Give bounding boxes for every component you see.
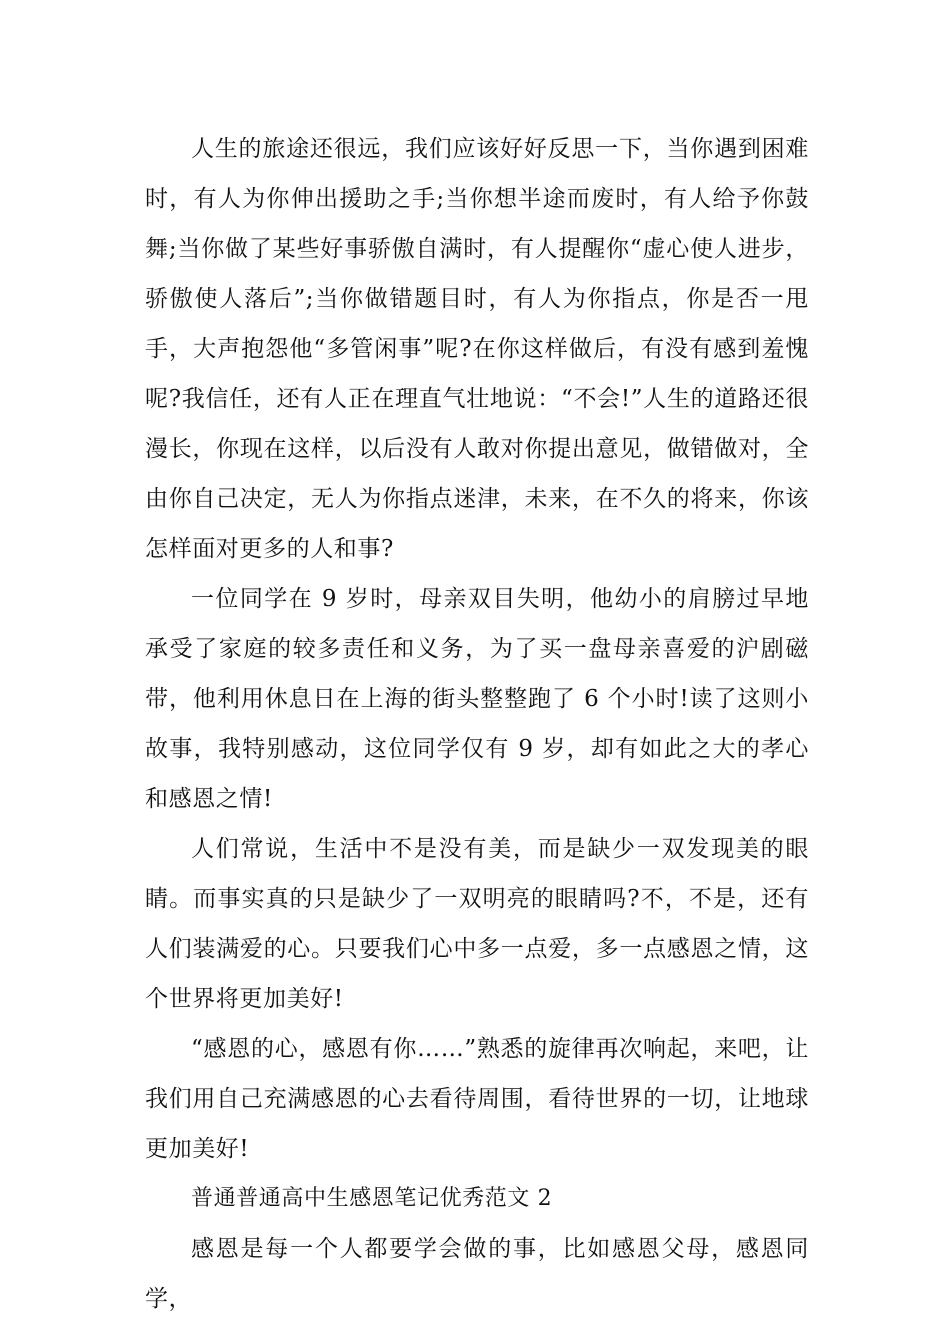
section-heading: 普通普通高中生感恩笔记优秀范文 2 xyxy=(191,1186,553,1211)
paragraph-gratitude: 感恩是每一个人都要学会做的事，比如感恩父母，感恩同学， xyxy=(145,1236,809,1312)
paragraph-beauty: 人们常说，生活中不是没有美，而是缺少一双发现美的眼睛。而事实真的只是缺少了一双明亮的眼睛吗?不，不是，还有人们装满爱的心。只要我们心中多一点爱，多一点感恩之情，这个世界将更加美好! xyxy=(145,836,809,1012)
document-body xyxy=(145,124,809,1324)
paragraph-song: “感恩的心，感恩有你……”熟悉的旋律再次响起，来吧，让我们用自己充满感恩的心去看待周围，看待世界的一切，让地球更加美好! xyxy=(145,1036,809,1162)
paragraph-journey: 人生的旅途还很远，我们应该好好反思一下，当你遇到困难时，有人为你伸出援助之手;当你想半途而废时，有人给予你鼓舞;当你做了某些好事骄傲自满时，有人提醒你“虚心使人进步，骄傲使人落后”;当你做错题目时，有人为你指点，你是否一甩手，大声抱怨他“多管闲事”呢?在你这样做后，有没有感到羞愧呢?我信任，还有人正在理直气壮地说：“不会!”人生的道路还很漫长，你现在这样，以后没有人敢对你提出意见，做错做对，全由你自己决定，无人为你指点迷津，未来，在不久的将来，你该怎样面对更多的人和事? xyxy=(145,136,809,562)
paragraph-student-story: 一位同学在 9 岁时，母亲双目失明，他幼小的肩膀过早地承受了家庭的较多责任和义务，为了买一盘母亲喜爱的沪剧磁带，他利用休息日在上海的街头整整跑了 6 个小时!读了这则小故事，我特别感动，这位同学仅有 9 岁，却有如此之大的孝心和感恩之情! xyxy=(145,586,809,812)
